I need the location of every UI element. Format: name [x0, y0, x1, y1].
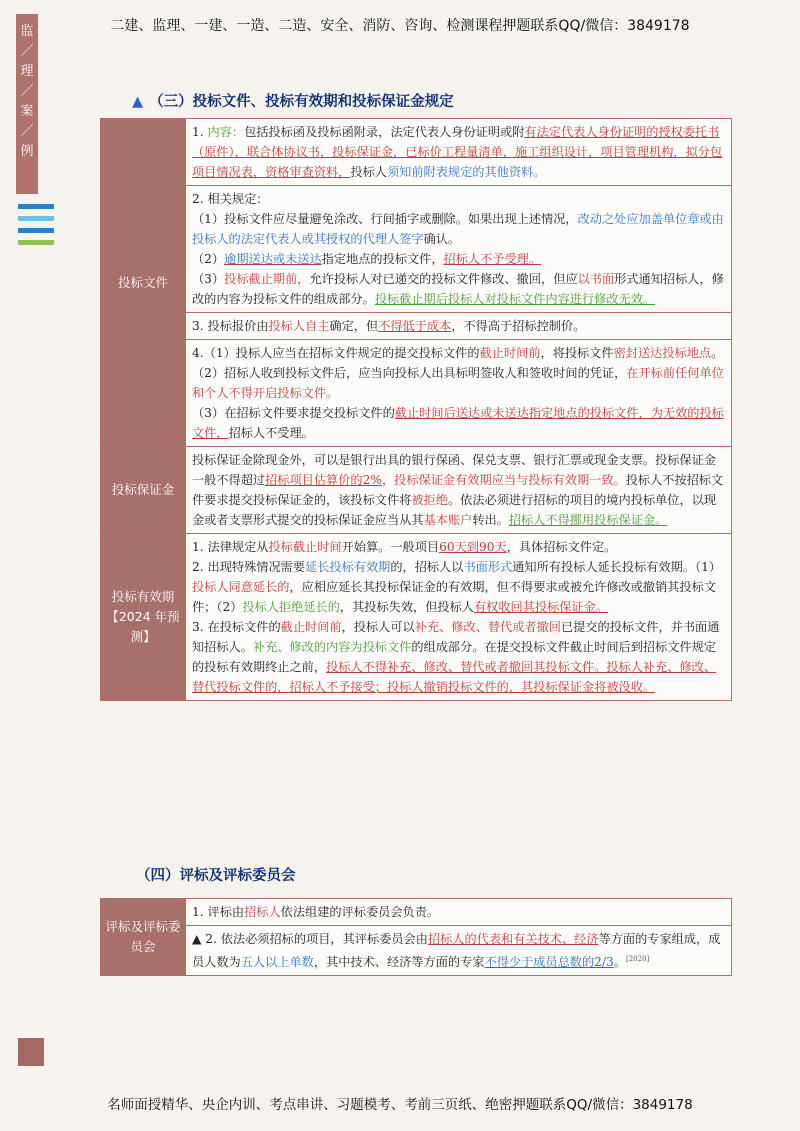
table-row: [101, 340, 732, 447]
evaluation-item-2: ▲ 2. 依法必须招标的项目，其评标委员会由招标人的代表和有关技术、经济等方面的专家组成，成员人数为五人以上单数，其中技术、经济等方面的专家不得少于成员总数的2/3。[2020]: [186, 926, 732, 976]
table-row: [101, 899, 732, 926]
decor-stripe: [18, 204, 54, 209]
table-row: [101, 186, 732, 313]
bid-validity-content: 1. 法律规定从投标截止时间开始算。一般项目60天到90天，具体招标文件定。 2. 出现特殊情况需要延长投标有效期的，招标人以书面形式通知所有投标人延长投标有效期。（1）投标人同意延长的，应相应延长其投标保证金的有效期，但不得要求或被允许修改或撤销其投标文件；（2）投标人拒绝延长的，其投标失效，但投标人有权收回其投标保证金。 3. 在投标文件的截止时间前，投标人可以补充、修改、替代或者撤回已提交的投标文件，并书面通知招标人。补充、修改的内容为投标文件的组成部分。在提交投标文件截止时间后到招标文件规定的投标有效期终止之前，投标人不得补充、修改、替代或者撤回其投标文件。投标人补充、修改、替代投标文件的，招标人不予接受；投标人撤销投标文件的，其投标保证金将被没收。: [186, 534, 732, 701]
decor-stripe: [18, 240, 54, 245]
table-row: [101, 447, 732, 534]
page-corner-marker: [18, 1038, 44, 1066]
section-3-table: [100, 118, 732, 701]
bid-docs-submission: 4.（1）投标人应当在招标文件规定的提交投标文件的截止时间前，将投标文件密封送达投标地点。 （2）招标人收到投标文件后，应当向投标人出具标明签收人和签收时间的凭证，在开标前任何单位和个人不得开启投标文件。 （3）在招标文件要求提交投标文件的截止时间后送达或未送达指定地点的投标文件，为无效的投标文件，招标人不受理。: [186, 340, 732, 447]
bid-docs-rules: 2. 相关规定： （1）投标文件应尽量避免涂改、行间插字或删除。如果出现上述情况，改动之处应加盖单位章或由投标人的法定代表人或其授权的代理人签字确认。 （2）逾期送达或未送达指定地点的投标文件，招标人不予受理。 （3）投标截止期前，允许投标人对已递交的投标文件修改、撤回，但应以书面形式通知招标人，修改的内容为投标文件的组成部分。投标截止期后投标人对投标文件内容进行修改无效。: [186, 186, 732, 313]
decor-stripe: [18, 228, 54, 233]
triangle-icon: ▲: [132, 94, 144, 110]
table-row: [101, 119, 732, 186]
row-label-evaluation: 评标及评标委员会: [101, 899, 186, 976]
row-label-bid-bond: 投标保证金: [101, 447, 186, 534]
table-row: [101, 926, 732, 976]
footer-banner: 名师面授精华、央企内训、考点串讲、习题模考、考前三页纸、绝密押题联系QQ/微信：3849178: [107, 1097, 693, 1113]
decor-stripe: [18, 216, 54, 221]
table-row: [101, 534, 732, 701]
evaluation-item-1: 1. 评标由招标人依法组建的评标委员会负责。: [186, 899, 732, 926]
header-banner: 二建、监理、一建、一造、二造、安全、消防、咨询、检测课程押题联系QQ/微信：3849178: [110, 18, 690, 34]
section-4-table: [100, 898, 732, 976]
bid-docs-content: 1. 内容：包括投标函及投标函附录，法定代表人身份证明或附有法定代表人身份证明的授权委托书（原件），联合体协议书，投标保证金，已标价工程量清单，施工组织设计，项目管理机构，拟分包项目情况表，资格审查资料，投标人须知前附表规定的其他资料。: [186, 119, 732, 186]
row-label-bid-docs: 投标文件: [101, 119, 186, 447]
section-3-heading: ▲ （三）投标文件、投标有效期和投标保证金规定: [132, 94, 454, 110]
table-row: [101, 313, 732, 340]
row-label-bid-validity: 投标有效期【2024 年预测】: [101, 534, 186, 701]
bid-docs-price: 3. 投标报价由投标人自主确定，但不得低于成本，不得高于招标控制价。: [186, 313, 732, 340]
section-4-heading: （四）评标及评标委员会: [136, 868, 296, 884]
bid-bond-content: 投标保证金除现金外，可以是银行出具的银行保函、保兑支票、银行汇票或现金支票。投标保证金一般不得超过招标项目估算价的2%，投标保证金有效期应当与投标有效期一致。投标人不按招标文件要求提交投标保证金的，该投标文件将被拒绝。依法必须进行招标的项目的境内投标单位，以现金或者支票形式提交的投标保证金应当从其基本账户转出。招标人不得挪用投标保证金。: [186, 447, 732, 534]
side-tab-label: 监／理／案／例: [20, 24, 34, 159]
